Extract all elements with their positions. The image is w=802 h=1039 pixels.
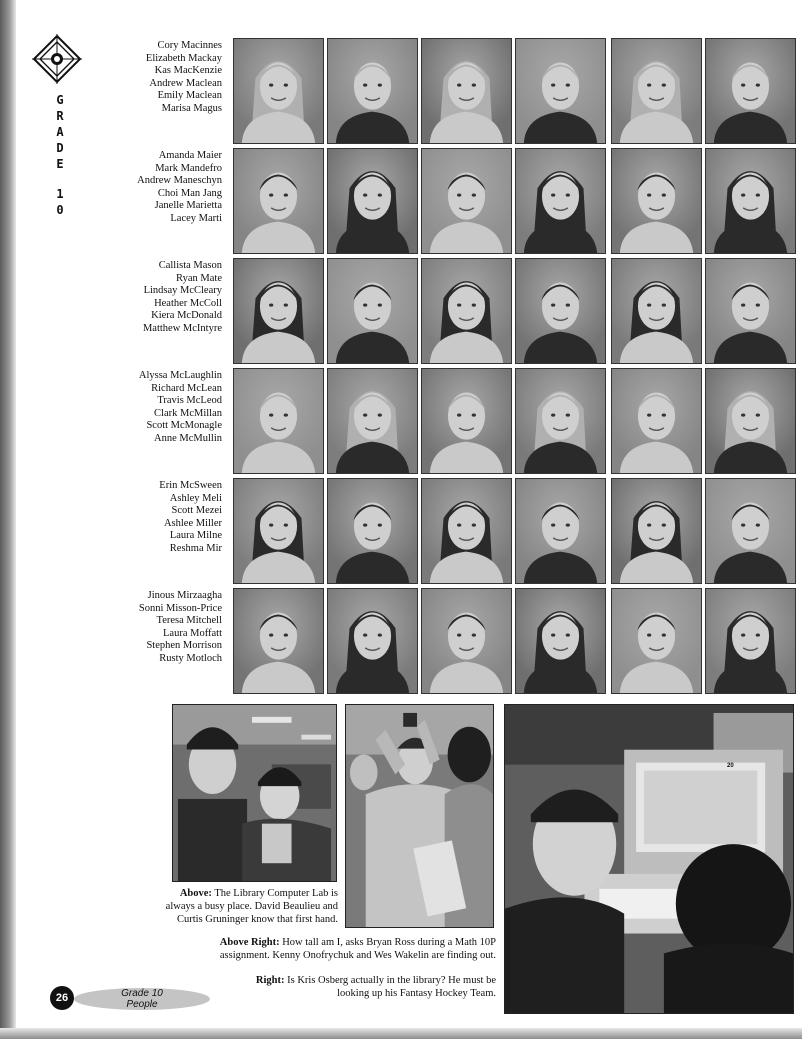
student-portrait xyxy=(611,588,702,694)
student-portrait xyxy=(515,588,606,694)
student-portrait xyxy=(611,478,702,584)
section-subtitle: People xyxy=(126,998,158,1010)
student-name: Ryan Mate xyxy=(176,272,222,284)
student-name: Jinous Mirzaagha xyxy=(147,590,222,601)
monitor-label: 20 xyxy=(727,763,734,769)
student-portrait xyxy=(611,258,702,364)
student-name: Scott McMonagle xyxy=(146,420,222,432)
student-portrait xyxy=(515,368,606,474)
student-portrait xyxy=(515,258,606,364)
student-portrait xyxy=(705,258,796,364)
caption-above-right xyxy=(172,937,496,963)
student-portrait xyxy=(421,478,512,584)
student-name: Janelle Marietta xyxy=(154,200,222,212)
caption-above-right-label: Above Right: xyxy=(219,937,280,948)
student-name: Ashlee Miller xyxy=(163,517,222,529)
student-portrait xyxy=(611,38,702,144)
student-portrait xyxy=(515,38,606,144)
student-name: Clark McMillan xyxy=(154,407,222,419)
student-portrait xyxy=(233,588,324,694)
student-portrait xyxy=(327,148,418,254)
caption-above xyxy=(160,888,338,926)
grade-digit: 0 xyxy=(56,203,64,217)
section-title: Grade 10 xyxy=(121,988,163,999)
diamond-emblem-icon xyxy=(32,34,82,84)
student-name: Rusty Motloch xyxy=(159,652,222,664)
student-name: Choi Man Jang xyxy=(157,187,222,199)
student-portrait xyxy=(233,368,324,474)
page-bottom-edge xyxy=(0,1028,802,1039)
student-portrait xyxy=(705,368,796,474)
grade-letter: G xyxy=(56,93,64,107)
student-name: Erin McSween xyxy=(159,480,222,491)
student-name: Ashley Meli xyxy=(169,492,222,504)
caption-above-right-text: How tall am I, asks Bryan Ross during a Math 10P assignment. Kenny Onofrychuk and Wes Wakelin are finding out. xyxy=(219,937,496,961)
student-name: Andrew Maneschyn xyxy=(137,175,222,187)
student-name: Emily Maclean xyxy=(157,90,222,102)
student-name: Heather McColl xyxy=(154,297,222,309)
student-name: Teresa Mitchell xyxy=(156,615,222,627)
name-list-row-3 xyxy=(100,260,222,336)
student-portrait xyxy=(233,38,324,144)
student-name: Travis McLeod xyxy=(157,395,222,407)
section-tab xyxy=(74,988,210,1010)
student-name: Cory Macinnes xyxy=(157,40,222,51)
candid-photo-library xyxy=(504,704,794,1014)
student-name: Alyssa McLaughlin xyxy=(138,370,222,381)
student-portrait xyxy=(327,368,418,474)
name-list-row-6 xyxy=(100,590,222,666)
student-name: Amanda Maier xyxy=(158,150,222,161)
grade-letter: R xyxy=(56,109,64,123)
student-portrait xyxy=(705,148,796,254)
student-portrait xyxy=(611,368,702,474)
student-portrait xyxy=(705,478,796,584)
student-portrait xyxy=(421,148,512,254)
grade-letter: E xyxy=(56,157,64,171)
student-portrait xyxy=(611,148,702,254)
student-name: Lindsay McCleary xyxy=(143,285,222,297)
student-portrait xyxy=(327,478,418,584)
student-name: Matthew McIntyre xyxy=(142,322,222,334)
caption-right xyxy=(236,975,496,1001)
grade-letter: D xyxy=(56,141,64,155)
student-portrait xyxy=(705,38,796,144)
student-portrait xyxy=(515,478,606,584)
student-portrait xyxy=(327,588,418,694)
candid-photo-math-class xyxy=(345,704,494,928)
student-name: Callista Mason xyxy=(158,260,222,271)
caption-above-text: The Library Computer Lab is always a busy place. David Beaulieu and Curtis Gruninger know that first hand. xyxy=(165,888,338,925)
student-portrait xyxy=(515,148,606,254)
candid-photo-computer-lab xyxy=(172,704,337,882)
student-portrait xyxy=(421,38,512,144)
page-number: 26 xyxy=(50,986,74,1010)
student-portrait xyxy=(421,368,512,474)
name-list-row-4 xyxy=(100,370,222,446)
student-name: Scott Mezei xyxy=(171,505,222,517)
caption-right-text: Is Kris Osberg actually in the library? He must be looking up his Fantasy Hockey Team. xyxy=(287,975,496,999)
student-name: Richard McLean xyxy=(151,382,222,394)
student-name: Stephen Morrison xyxy=(146,640,222,652)
student-name: Laura Moffatt xyxy=(163,627,222,639)
name-list-row-1 xyxy=(100,40,222,116)
student-portrait xyxy=(233,148,324,254)
student-name: Laura Milne xyxy=(169,530,222,542)
student-name: Lacey Marti xyxy=(170,212,222,224)
caption-above-label: Above: xyxy=(179,888,212,899)
student-portrait xyxy=(421,258,512,364)
caption-right-label: Right: xyxy=(255,975,285,986)
student-name: Reshma Mir xyxy=(169,542,222,554)
grade-vertical-label xyxy=(52,92,68,218)
student-name: Elizabeth Mackay xyxy=(145,52,222,64)
student-name: Marisa Magus xyxy=(161,102,222,114)
student-name: Kiera McDonald xyxy=(151,310,222,322)
student-portrait xyxy=(233,258,324,364)
student-portrait xyxy=(233,478,324,584)
page-binding-edge xyxy=(0,0,16,1039)
student-name: Mark Mandefro xyxy=(155,162,222,174)
grade-digit: 1 xyxy=(56,187,64,201)
student-name: Sonni Misson-Price xyxy=(138,602,222,614)
name-list-row-5 xyxy=(100,480,222,556)
student-name: Andrew Maclean xyxy=(149,77,222,89)
name-list-row-2 xyxy=(100,150,222,226)
student-portrait xyxy=(327,38,418,144)
grade-letter: A xyxy=(56,125,64,139)
student-portrait xyxy=(421,588,512,694)
student-name: Kas MacKenzie xyxy=(154,65,222,77)
student-portrait xyxy=(327,258,418,364)
student-name: Anne McMullin xyxy=(154,432,222,444)
student-portrait xyxy=(705,588,796,694)
